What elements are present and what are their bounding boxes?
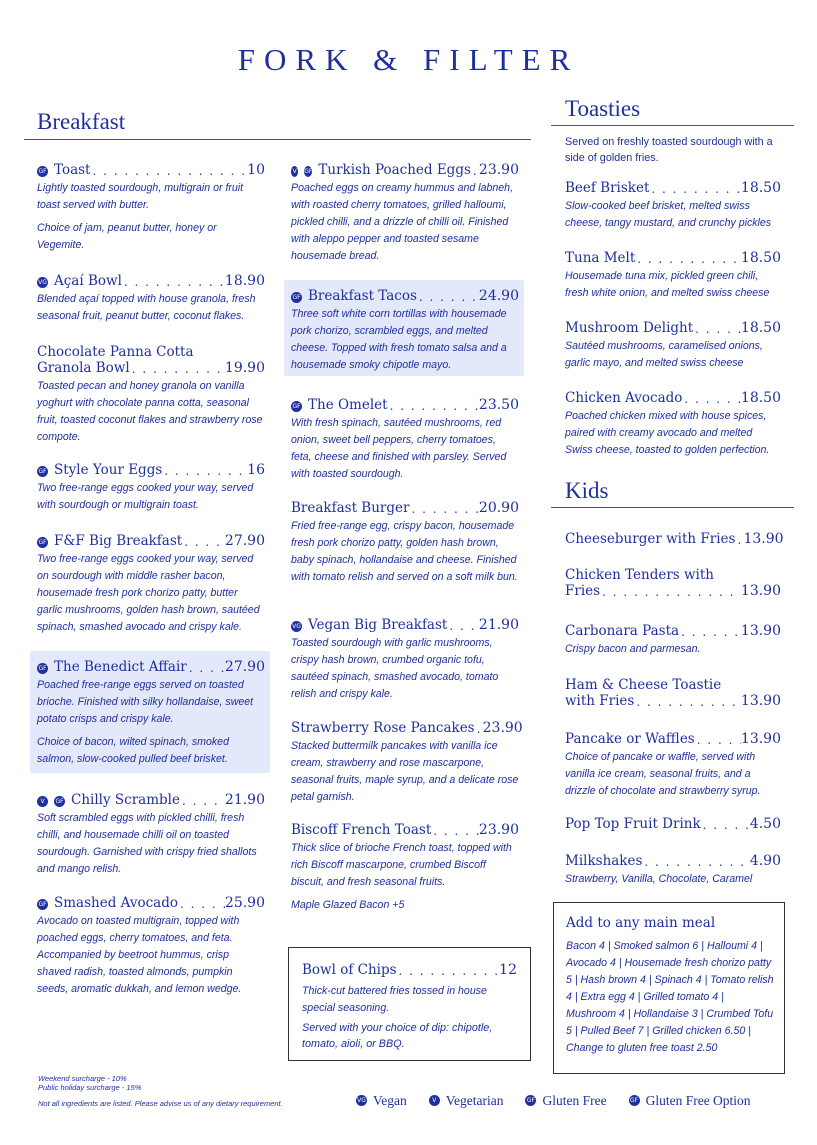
dietary-legend: [356, 1093, 773, 1109]
leader-dots: [182, 535, 225, 549]
leader-dots: [642, 855, 749, 869]
menu-item-price: 18.50: [740, 390, 781, 406]
chips-name: Bowl of Chips: [302, 962, 397, 978]
menu-item-name: Fries: [565, 583, 601, 599]
menu-item-name: Pancake or Waffles: [565, 731, 695, 747]
legend-item: [629, 1093, 751, 1108]
menu-item-name: Chicken Tenders with: [565, 567, 714, 583]
menu-item-description: Avocado on toasted multigrain, topped with poached eggs, cherry tomatoes, and feta. Accompanied by beetroot hummus, crisp shaved radish, toasted almonds, pumpkin seeds, aromatic dukkah, and lemon wedge.: [37, 915, 242, 995]
menu-item-row: [37, 162, 265, 178]
legend-label: Vegan: [373, 1093, 407, 1108]
menu-item-price: 24.90: [478, 288, 519, 304]
menu-item-name: The Omelet: [308, 397, 388, 413]
menu-item-description: Three soft white corn tortillas with housemade pork chorizo, scrambled eggs, and melted cheese. Topped with fresh tomato salsa and a housemade smoky chipotle mayo.: [291, 308, 507, 371]
menu-item-name: Granola Bowl: [37, 360, 130, 376]
addons-title: Add to any main meal: [566, 915, 716, 931]
dietary-badge-vg-icon: VG: [38, 279, 47, 286]
menu-item: [37, 792, 265, 878]
leader-dots: [649, 182, 741, 196]
menu-item-price: 19.90: [224, 360, 265, 376]
menu-item-row: [291, 720, 523, 736]
menu-item-description: Crispy bacon and parmesan.: [565, 643, 701, 655]
leader-dots: [682, 392, 741, 406]
menu-item-description: Lightly toasted sourdough, multigrain or fruit toast served with butter.: [37, 182, 244, 211]
leader-dots: [162, 464, 247, 478]
leader-dots: [397, 964, 500, 978]
menu-item-name: Chicken Avocado: [565, 390, 683, 406]
menu-item-name: Milkshakes: [565, 853, 643, 869]
toasties-intro: Served on freshly toasted sourdough with a side of golden fries.: [565, 136, 773, 164]
leader-dots: [679, 625, 741, 639]
menu-item: [37, 344, 265, 446]
leader-dots: [417, 290, 479, 304]
section-title-breakfast: Breakfast: [37, 109, 126, 134]
kids-rule: [551, 507, 794, 508]
menu-item-name-line1: [565, 677, 781, 693]
dietary-note: Not all ingredients are listed. Please advise us of any dietary requirement.: [38, 1099, 283, 1108]
dietary-badge-gf-icon: GF: [292, 294, 301, 301]
menu-item: [291, 822, 519, 914]
menu-item-row: [37, 360, 265, 376]
dietary-badge-gf-icon: GF: [55, 798, 64, 805]
menu-item-name: Chilly Scramble: [71, 792, 180, 808]
legend-label: Vegetarian: [445, 1093, 504, 1108]
menu-item-name: Breakfast Tacos: [308, 288, 417, 304]
menu-item: [291, 720, 523, 806]
menu-item-row: [565, 693, 781, 709]
menu-item-name: Style Your Eggs: [54, 462, 163, 478]
breakfast-rule: [24, 139, 531, 140]
addons-text: Bacon 4 | Smoked salmon 6 | Halloumi 4 | Avocado 4 | Housemade fresh chorizo patty 5 | Hash brown 4 | Spinach 4 | Tomato relish 4 | Extra egg 4 | Grilled tomato 4 | Mushroom 4 | Hollandaise 3 | Crumbed Tofu 5 | Pulled Beef 7 | Grilled chicken 6.50 | Change to gluten free toast 2.50: [566, 940, 774, 1054]
menu-item-price: 18.50: [740, 180, 781, 196]
menu-item: [565, 853, 781, 888]
leader-dots: [693, 322, 741, 336]
leader-dots: [388, 399, 479, 413]
menu-item: [565, 731, 781, 800]
section-title-toasties: Toasties: [565, 96, 641, 121]
menu-item-name: Biscoff French Toast: [291, 822, 432, 838]
menu-item-price: 13.90: [740, 623, 781, 639]
surcharge-holiday: Public holiday surcharge - 15%: [38, 1083, 142, 1092]
dietary-badge-gf-icon: GF: [292, 403, 301, 410]
menu-item-row: [37, 462, 265, 478]
menu-item-row: [291, 288, 519, 304]
leader-dots: [634, 695, 741, 709]
menu-item: [565, 677, 781, 709]
leader-dots: [447, 619, 479, 633]
menu-item: [565, 180, 781, 232]
toasties-rule: [551, 125, 794, 126]
menu-item-name: Beef Brisket: [565, 180, 650, 196]
dietary-badge-gf-icon: GF: [38, 539, 47, 546]
dietary-badge-gf-icon: GF: [630, 1097, 639, 1105]
menu-item: [291, 617, 519, 703]
menu-item-price: 16: [247, 462, 265, 478]
menu-item-row: [37, 659, 265, 675]
menu-item-name: Pop Top Fruit Drink: [565, 816, 701, 832]
menu-item-price: 4.90: [749, 853, 781, 869]
menu-item-price: 25.90: [224, 895, 265, 911]
menu-item-row: [37, 533, 265, 549]
menu-item: [565, 816, 781, 832]
menu-item: [37, 895, 265, 998]
menu-item: [37, 162, 265, 254]
menu-item: [291, 162, 519, 265]
menu-item-price: 18.50: [740, 250, 781, 266]
menu-item: [37, 533, 265, 636]
chips-name-row: [302, 962, 517, 978]
chips-box: [288, 947, 531, 1061]
menu-item-description: Sautéed mushrooms, caramelised onions, garlic mayo, and melted swiss cheese: [565, 340, 763, 369]
menu-item-description: Soft scrambled eggs with pickled chilli, fresh chilli, and housemade chilli oil on toasted sourdough. Garnished with crispy fried shallots and mango relish.: [37, 812, 257, 875]
menu-item-price: 27.90: [224, 533, 265, 549]
menu-item-price: 23.90: [478, 822, 519, 838]
menu-item-row: [565, 816, 781, 832]
legend-item: [429, 1093, 504, 1108]
menu-item-name: F&F Big Breakfast: [54, 533, 183, 549]
menu-item: [37, 659, 265, 768]
leader-dots: [635, 252, 741, 266]
dietary-badge-v-icon: V: [37, 796, 48, 807]
menu-item-description: Poached chicken mixed with house spices, paired with creamy avocado and melted Swiss cheese, toasted to golden perfection.: [565, 410, 770, 456]
menu-item-row: [291, 397, 519, 413]
menu-item-price: 23.50: [478, 397, 519, 413]
menu-item-name: The Benedict Affair: [54, 659, 187, 675]
menu-item-row: [291, 162, 519, 178]
leader-dots: [130, 362, 225, 376]
menu-item-row: [37, 895, 265, 911]
leader-dots: [600, 585, 741, 599]
menu-item-description: Strawberry, Vanilla, Chocolate, Caramel: [565, 873, 753, 885]
menu-item-price: 23.90: [478, 162, 519, 178]
menu-item-row: [37, 792, 265, 808]
menu-item-price: 21.90: [224, 792, 265, 808]
leader-dots: [471, 164, 479, 178]
menu-item-note: Maple Glazed Bacon +5: [291, 899, 405, 911]
menu-item-row: [291, 617, 519, 633]
menu-item-name: Smashed Avocado: [54, 895, 178, 911]
menu-item-name: with Fries: [565, 693, 635, 709]
menu-item: [565, 320, 781, 372]
dietary-badge-vg-icon: VG: [292, 623, 301, 630]
menu-item-description: Stacked buttermilk pancakes with vanilla ice cream, strawberry and rose mascarpone, seasonal fruits, maple syrup, and a delicate rose petal garnish.: [291, 740, 519, 803]
menu-item-price: 20.90: [478, 500, 519, 516]
leader-dots: [695, 733, 741, 747]
menu-item-description: Two free-range eggs cooked your way, served with sourdough or multigrain toast.: [37, 482, 254, 511]
brand-title: FORK & FILTER: [237, 42, 580, 77]
menu-item-row: [565, 583, 781, 599]
menu-item: [565, 390, 781, 459]
menu-item: [565, 623, 781, 658]
leader-dots: [178, 897, 225, 911]
menu-item-price: 13.90: [740, 731, 781, 747]
menu-item: [565, 567, 781, 599]
menu-item: [37, 273, 265, 325]
leader-dots: [431, 824, 479, 838]
menu-item-price: 13.90: [740, 693, 781, 709]
leader-dots: [122, 275, 225, 289]
menu-item-description: Housemade tuna mix, pickled green chili, fresh white onion, and melted swiss cheese: [565, 270, 770, 299]
menu-item-description: Slow-cooked beef brisket, melted swiss cheese, tangy mustard, and crunchy pickles: [565, 200, 772, 229]
menu-item: [565, 250, 781, 302]
menu-item-name: Cheeseburger with Fries: [565, 531, 736, 547]
menu-item-description: Fried free-range egg, crispy bacon, housemade fresh pork chorizo patty, golden hash brown, baby spinach, hollandaise and cheese. Finished with tomato relish and served on a soft milk bun.: [291, 520, 518, 583]
menu-item-price: 21.90: [478, 617, 519, 633]
menu-item-row: [291, 822, 519, 838]
menu-item-description: Toasted sourdough with garlic mushrooms, crispy hash brown, crumbed organic tofu, sautéed spinach, smashed avocado, tomato relish and crispy kale.: [291, 637, 499, 700]
menu-item-note: Choice of bacon, wilted spinach, smoked salmon, slow-cooked pulled beef brisket.: [37, 736, 229, 765]
menu-item-price: 23.90: [482, 720, 523, 736]
menu-item-price: 13.90: [740, 583, 781, 599]
menu-item-name: Carbonara Pasta: [565, 623, 680, 639]
menu-item-row: [565, 180, 781, 196]
section-title-kids: Kids: [565, 478, 609, 503]
menu-item-description: Thick slice of brioche French toast, topped with rich Biscoff mascarpone, crumbed Biscoff biscuit, and fresh seasonal fruits.: [291, 842, 512, 888]
menu-item-name: Strawberry Rose Pancakes: [291, 720, 475, 736]
chips-desc: Thick-cut battered fries tossed in house special seasoning.: [302, 985, 487, 1014]
menu-item-row: [291, 500, 519, 516]
menu-item-name: Chocolate Panna Cotta: [37, 344, 194, 360]
leader-dots: [91, 164, 248, 178]
menu-item-price: 13.90: [743, 531, 784, 547]
leader-dots: [735, 533, 743, 547]
leader-dots: [701, 818, 750, 832]
menu-item-row: [565, 731, 781, 747]
legend-item: [356, 1093, 407, 1108]
leader-dots: [187, 661, 225, 675]
menu-item-description: Two free-range eggs cooked your way, served on sourdough with middle rasher bacon, housemade fresh pork chorizo patty, butter garlic mushrooms, golden hash brown, sautéed spinach, smashed avocado and crispy kale.: [37, 553, 260, 633]
menu-item-row: [37, 273, 265, 289]
dietary-badge-vg-icon: VG: [357, 1097, 366, 1105]
menu-item-name: Tuna Melt: [565, 250, 636, 266]
menu-item-name: Turkish Poached Eggs: [318, 162, 471, 178]
dietary-badge-v-icon: V: [292, 168, 297, 175]
menu-item-name: Breakfast Burger: [291, 500, 410, 516]
menu-item: [291, 288, 519, 374]
menu-item-row: [565, 250, 781, 266]
menu-item: [291, 500, 519, 586]
surcharge-weekend: Weekend surcharge - 10%: [38, 1074, 127, 1083]
legend-item: [525, 1093, 606, 1108]
menu-item-row: [565, 531, 784, 547]
dietary-badge-gf-icon: GF: [38, 468, 47, 475]
menu-item-row: [565, 320, 781, 336]
menu-item-description: Blended açaí topped with house granola, fresh seasonal fruit, peanut butter, coconut flakes.: [37, 293, 256, 322]
menu-item-name-line1: [565, 567, 781, 583]
menu-item-name: Ham & Cheese Toastie: [565, 677, 722, 693]
menu-item-row: [565, 853, 781, 869]
dietary-badge-gf-icon: GF: [304, 168, 313, 175]
menu-item-name: Vegan Big Breakfast: [308, 617, 448, 633]
dietary-badge-v-icon: V: [429, 1095, 440, 1106]
menu-item-name-line1: [37, 344, 265, 360]
menu-item-price: 27.90: [224, 659, 265, 675]
legend-label: Gluten Free: [542, 1093, 607, 1108]
dietary-badge-gf-icon: GF: [526, 1097, 536, 1105]
menu-item-note: Choice of jam, peanut butter, honey or Vegemite.: [37, 222, 217, 251]
menu-item: [37, 462, 265, 514]
menu-item-row: [565, 623, 781, 639]
addons-box: [553, 902, 785, 1074]
dietary-badge-gf-icon: GF: [38, 901, 47, 908]
chips-dip: Served with your choice of dip: chipotle, tomato, aioli, or BBQ.: [302, 1022, 493, 1050]
menu-item-row: [565, 390, 781, 406]
menu-item-description: With fresh spinach, sautéed mushrooms, red onion, sweet bell peppers, cherry tomatoes, feta, cheese and finished with parsley. Served with toasted sourdough.: [291, 417, 507, 480]
dietary-badge-gf-icon: GF: [38, 665, 47, 672]
menu-item: [291, 397, 519, 483]
menu-item-price: 18.50: [740, 320, 781, 336]
menu-item-name: Mushroom Delight: [565, 320, 694, 336]
menu-item-price: 4.50: [749, 816, 781, 832]
leader-dots: [475, 722, 483, 736]
menu-item-price: 18.90: [224, 273, 265, 289]
menu-item-price: 10: [247, 162, 265, 178]
dietary-badge-gf-icon: GF: [38, 168, 47, 175]
menu-item-description: Toasted pecan and honey granola on vanilla yoghurt with chocolate panna cotta, seasonal fruit, toasted coconut flakes and strawberry rose compote.: [37, 380, 263, 443]
legend-label: Gluten Free Option: [645, 1093, 751, 1108]
menu-item-name: Açaí Bowl: [54, 273, 122, 289]
menu-item-description: Choice of pancake or waffle, served with vanilla ice cream, seasonal fruits, and a drizzle of chocolate and strawberry syrup.: [565, 751, 761, 797]
leader-dots: [409, 502, 478, 516]
menu-item-description: Poached eggs on creamy hummus and labneh, with roasted cherry tomatoes, grilled halloumi, pickled chilli, and a drizzle of chilli oil. Finished with aleppo pepper and toasted sesame housemade bread.: [291, 182, 514, 262]
menu-item-description: Poached free-range eggs served on toasted brioche. Finished with silky hollandaise, sweet potato crisps and crispy kale.: [37, 679, 254, 725]
chips-price: 12: [499, 962, 517, 978]
menu-item: [565, 531, 784, 547]
menu-item-name: Toast: [54, 162, 91, 178]
leader-dots: [180, 794, 225, 808]
